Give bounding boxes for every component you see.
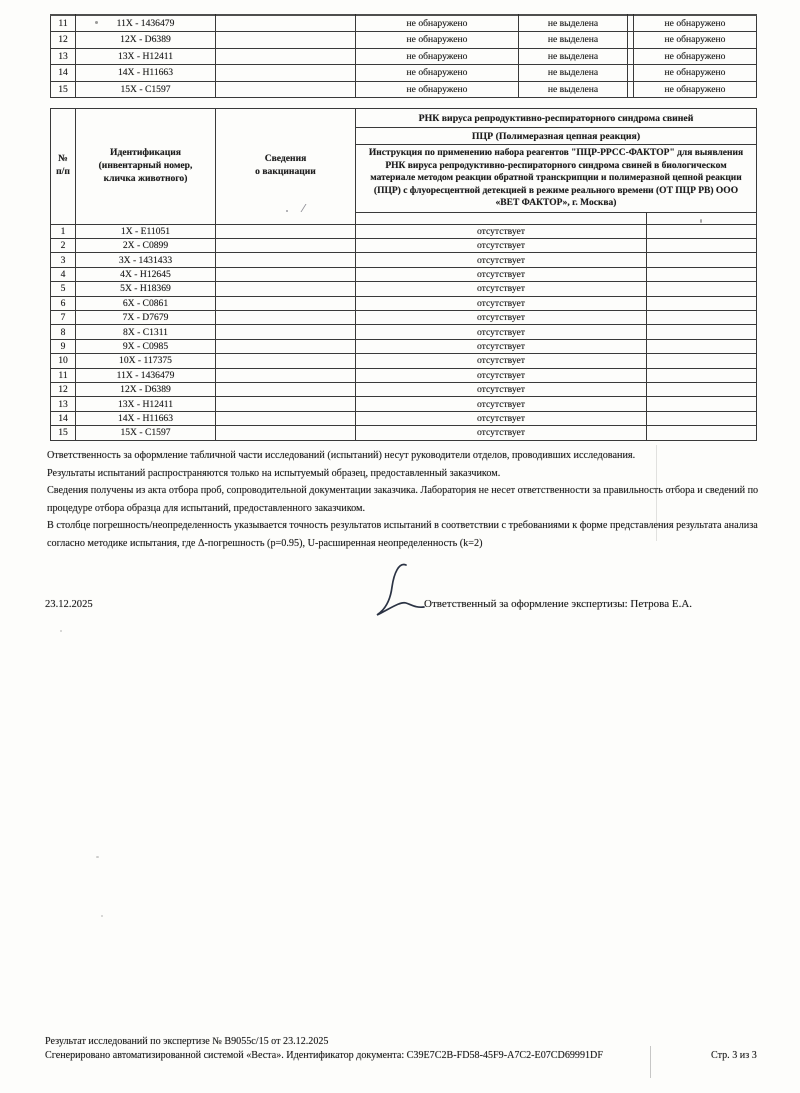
row-number: 11 — [51, 15, 76, 32]
row-number: 12 — [51, 382, 76, 396]
empty-cell — [647, 368, 757, 382]
row-number: 8 — [51, 325, 76, 339]
scan-fold-line — [656, 445, 657, 541]
animal-id: 1X - E11051 — [76, 224, 216, 238]
pen-smudge-mark — [294, 204, 306, 212]
row-number: 5 — [51, 282, 76, 296]
row-number: 1 — [51, 224, 76, 238]
row-number: 10 — [51, 354, 76, 368]
result-isolation: не выделена — [519, 65, 628, 82]
animal-id: 13X - H12411 — [76, 397, 216, 411]
table-row — [51, 354, 757, 368]
table-row — [51, 267, 757, 281]
empty-cell — [647, 397, 757, 411]
animal-id: 13X - H12411 — [76, 48, 216, 65]
vaccination-cell — [216, 325, 356, 339]
vaccination-cell — [216, 426, 356, 440]
table-row — [51, 339, 757, 353]
table-row — [51, 411, 757, 425]
result-pcr: отсутствует — [356, 311, 647, 325]
result-detection-2: не обнаружено — [634, 81, 757, 98]
table-row — [51, 382, 757, 396]
table-row — [51, 253, 757, 267]
empty-cell — [647, 311, 757, 325]
note-sampling-info: Сведения получены из акта отбора проб, сопроводительной документации заказчика. Лаборатория не несет ответственности за правильность отбора и сведений по процедуре отбора образца для испытаний, предоставленного заказчиком. — [47, 485, 759, 514]
header-rna-title: РНК вируса репродуктивно-респираторного синдрома свиней — [356, 109, 757, 128]
result-isolation: не выделена — [519, 81, 628, 98]
pen-smudge-dot — [286, 210, 288, 212]
table-header-row — [51, 109, 757, 128]
animal-id: 14X - H11663 — [76, 411, 216, 425]
result-pcr: отсутствует — [356, 296, 647, 310]
result-pcr: отсутствует — [356, 354, 647, 368]
vaccination-cell — [216, 354, 356, 368]
empty-cell — [647, 325, 757, 339]
row-number: 14 — [51, 65, 76, 82]
vaccination-cell — [216, 282, 356, 296]
vaccination-cell — [216, 411, 356, 425]
animal-id: 15X - C1597 — [76, 81, 216, 98]
header-method-description: Инструкция по применению набора реагентов "ПЦР-РРСС-ФАКТОР" для выявления РНК вируса репродуктивно-респираторного синдрома свиней в биологическом материале методом реакции обратной транскрипции и полимеразной цепной реакции (ПЦР) с флуоресцентной детекцией в режиме реального времени (ОТ ПЦР РВ) ООО «ВЕТ ФАКТОР», г. Москва) — [356, 145, 757, 213]
animal-id: 4X - H12645 — [76, 267, 216, 281]
animal-id: 3X - 1431433 — [76, 253, 216, 267]
vaccination-cell — [216, 32, 356, 49]
animal-id: 8X - C1311 — [76, 325, 216, 339]
vaccination-cell — [216, 224, 356, 238]
empty-cell — [647, 426, 757, 440]
row-number: 13 — [51, 397, 76, 411]
result-pcr: отсутствует — [356, 267, 647, 281]
header-vaccination-label: Сведения о вакцинации — [255, 153, 316, 178]
result-detection: не обнаружено — [356, 15, 519, 32]
scan-speck — [101, 915, 103, 917]
empty-cell — [647, 253, 757, 267]
result-pcr: отсутствует — [356, 397, 647, 411]
row-number: 2 — [51, 239, 76, 253]
vaccination-cell — [216, 253, 356, 267]
vaccination-cell — [216, 48, 356, 65]
animal-id: 7X - D7679 — [76, 311, 216, 325]
result-pcr: отсутствует — [356, 224, 647, 238]
pcr-results-table — [50, 108, 757, 441]
table-row — [51, 426, 757, 440]
empty-cell — [647, 239, 757, 253]
empty-cell — [647, 411, 757, 425]
empty-cell — [647, 382, 757, 396]
vaccination-cell — [216, 368, 356, 382]
table-row — [51, 15, 757, 32]
animal-id: 12X - D6389 — [76, 382, 216, 396]
result-detection-2: не обнаружено — [634, 15, 757, 32]
header-row-number: № п/п — [51, 109, 76, 225]
row-number: 15 — [51, 426, 76, 440]
table-row — [51, 224, 757, 238]
result-isolation: не выделена — [519, 15, 628, 32]
scan-speck — [95, 21, 98, 24]
vaccination-cell — [216, 267, 356, 281]
signature-label: Ответственный за оформление экспертизы: Петрова Е.А. — [424, 598, 693, 610]
result-pcr: отсутствует — [356, 426, 647, 440]
animal-id: 9X - C0985 — [76, 339, 216, 353]
row-number: 3 — [51, 253, 76, 267]
row-number: 9 — [51, 339, 76, 353]
result-pcr: отсутствует — [356, 339, 647, 353]
header-identification: Идентификация (инвентарный номер, кличка животного) — [76, 109, 216, 225]
animal-id: 2X - C0899 — [76, 239, 216, 253]
vaccination-cell — [216, 15, 356, 32]
footer-expertise-line: Результат исследований по экспертизе № В9055с/15 от 23.12.2025 — [45, 1036, 329, 1047]
header-thin-cell — [356, 212, 647, 224]
note-uncertainty: В столбце погрешность/неопределенность указывается точность результатов испытаний в соответствии с требованиями к форме представления результата анализа согласно методике испытания, где Δ-погрешность (p=0.95), U-расширенная неопределенность (k=2) — [47, 520, 758, 549]
scan-speck — [96, 856, 99, 858]
row-number: 14 — [51, 411, 76, 425]
notes-block — [47, 447, 761, 553]
animal-id: 10X - 117375 — [76, 354, 216, 368]
vaccination-cell — [216, 382, 356, 396]
result-detection: не обнаружено — [356, 81, 519, 98]
row-number: 11 — [51, 368, 76, 382]
animal-id: 5X - H18369 — [76, 282, 216, 296]
result-detection-2: не обнаружено — [634, 32, 757, 49]
vaccination-cell — [216, 311, 356, 325]
row-number: 4 — [51, 267, 76, 281]
table-row — [51, 65, 757, 82]
result-detection-2: не обнаружено — [634, 65, 757, 82]
result-isolation: не выделена — [519, 48, 628, 65]
result-detection: не обнаружено — [356, 65, 519, 82]
vaccination-cell — [216, 339, 356, 353]
table-row — [51, 32, 757, 49]
result-pcr: отсутствует — [356, 382, 647, 396]
vaccination-cell — [216, 397, 356, 411]
table-row — [51, 282, 757, 296]
note-results-scope: Результаты испытаний распространяются только на испытуемый образец, предоставленный заказчиком. — [47, 467, 501, 479]
empty-cell — [647, 296, 757, 310]
table-row — [51, 296, 757, 310]
result-pcr: отсутствует — [356, 282, 647, 296]
scan-fold-line — [650, 1046, 651, 1078]
row-number: 15 — [51, 81, 76, 98]
table-row — [51, 239, 757, 253]
animal-id: 11X - 1436479 — [76, 368, 216, 382]
handwritten-signature — [372, 561, 428, 617]
vaccination-cell — [216, 296, 356, 310]
table-row — [51, 81, 757, 98]
footer-generated-line: Сгенерировано автоматизированной системой «Веста». Идентификатор документа: C39E7C2B-FD58-45F9-A7C2-E07CD69991DF — [45, 1050, 603, 1061]
footer-page-number: Стр. 3 из 3 — [711, 1050, 757, 1061]
empty-cell — [647, 224, 757, 238]
note-responsibility: Ответственность за оформление табличной части исследований (испытаний) несут руководители отделов, проводивших исследования. — [47, 450, 636, 461]
animal-id: 15X - C1597 — [76, 426, 216, 440]
row-number: 6 — [51, 296, 76, 310]
result-detection: не обнаружено — [356, 32, 519, 49]
empty-cell — [647, 267, 757, 281]
empty-cell — [647, 354, 757, 368]
vaccination-cell — [216, 81, 356, 98]
table-row — [51, 48, 757, 65]
result-pcr: отсутствует — [356, 253, 647, 267]
report-date: 23.12.2025 — [45, 599, 93, 610]
scan-speck — [60, 630, 62, 632]
results-table-continued — [50, 14, 757, 98]
row-number: 7 — [51, 311, 76, 325]
header-vaccination — [216, 109, 356, 225]
table-row — [51, 397, 757, 411]
animal-id: 12X - D6389 — [76, 32, 216, 49]
scan-speck — [700, 219, 702, 223]
result-detection-2: не обнаружено — [634, 48, 757, 65]
empty-cell — [647, 282, 757, 296]
vaccination-cell — [216, 239, 356, 253]
header-pcr-title: ПЦР (Полимеразная цепная реакция) — [356, 128, 757, 145]
table-row — [51, 311, 757, 325]
table-row — [51, 368, 757, 382]
table-row — [51, 325, 757, 339]
vaccination-cell — [216, 65, 356, 82]
result-pcr: отсутствует — [356, 411, 647, 425]
empty-cell — [647, 339, 757, 353]
animal-id: 14X - H11663 — [76, 65, 216, 82]
result-pcr: отсутствует — [356, 368, 647, 382]
animal-id: 11X - 1436479 — [76, 15, 216, 32]
result-detection: не обнаружено — [356, 48, 519, 65]
result-isolation: не выделена — [519, 32, 628, 49]
result-pcr: отсутствует — [356, 239, 647, 253]
animal-id: 6X - C0861 — [76, 296, 216, 310]
result-pcr: отсутствует — [356, 325, 647, 339]
row-number: 13 — [51, 48, 76, 65]
row-number: 12 — [51, 32, 76, 49]
